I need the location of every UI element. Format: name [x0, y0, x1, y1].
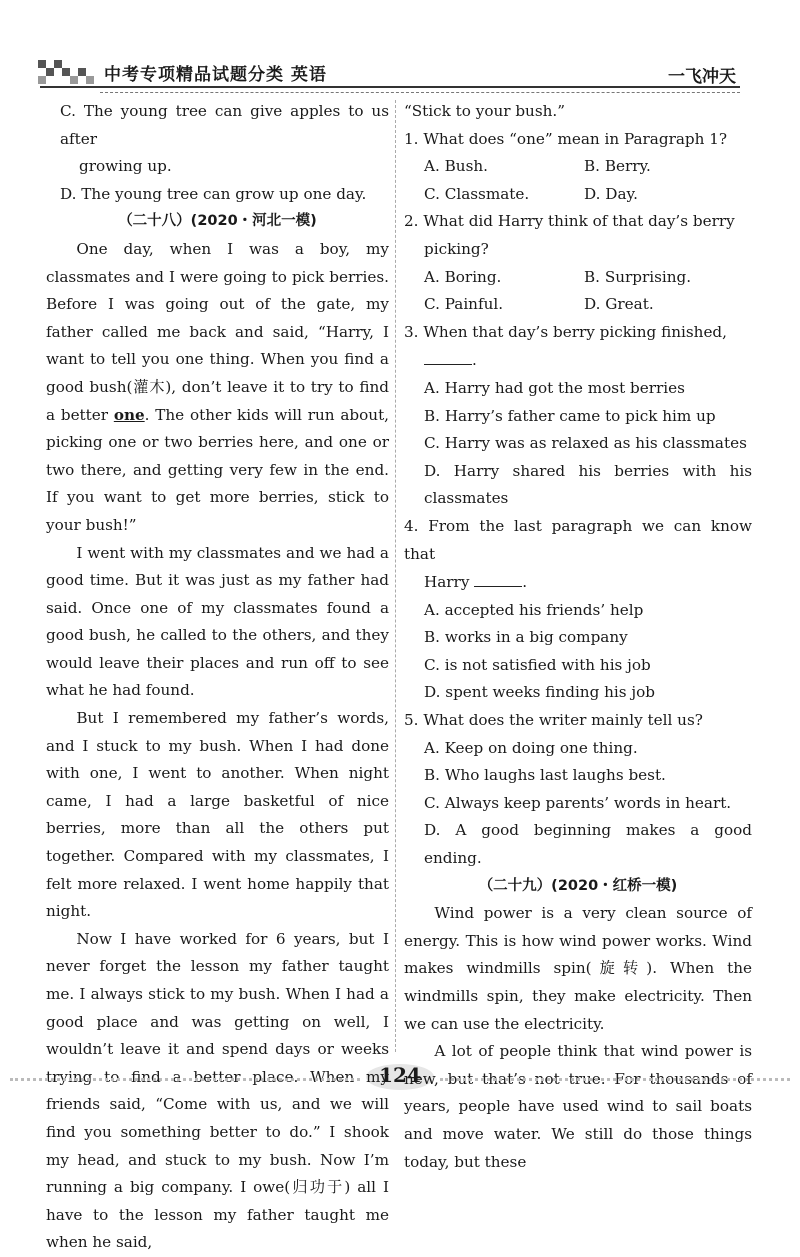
right-column: [404, 98, 752, 1176]
option-c-line1: C. The young tree can give apples to us after: [60, 102, 389, 148]
question-2-line2: picking?: [424, 239, 489, 258]
page-number: 124: [374, 1058, 426, 1092]
answer-blank: [474, 568, 522, 587]
wind-paragraph-2: A lot of people think that wind power is new, but that’s not true. For thousands of years, people have used wind to sail boats and move water. We still do those things today, but these: [404, 1042, 752, 1171]
passage-paragraph-2: I went with my classmates and we had a good time. But it was just as my father had said. Once one of my classmates found a good bush, he called to the others, and they would leave their places and run off to see what he had found.: [46, 543, 389, 700]
question-4-line1: 4. From the last paragraph we can know that: [404, 516, 752, 563]
wind-paragraph-1: Wind power is a very clean source of energy. This is how wind power works. Wind makes windmills spin(旋转). When the windmills spin, they make electricity. Then we can use the electricity.: [404, 904, 752, 1033]
q1-option-c: C. Classmate.: [424, 184, 530, 203]
q2-options-row2: [404, 291, 752, 319]
question-2-line1: 2. What did Harry think of that day’s berry: [404, 212, 735, 231]
q4-option-c: C. is not satisfied with his job: [424, 655, 651, 674]
q2-option-d: D. Great.: [584, 295, 654, 314]
question-1: 1. What does “one” mean in Paragraph 1?: [404, 129, 728, 148]
passage-paragraph-3: But I remembered my father’s words, and I stuck to my bush. When I had done with one, I went to another. When night came, I had a large basketful of nice berries, more than all the others put together. Compared with my classmates, I felt more relaxed. I went home happily that night.: [46, 709, 389, 921]
footer-dots-right: [440, 1078, 790, 1087]
option-d: D. The young tree can grow up one day.: [60, 184, 367, 203]
paragraph-1-part-a: One day, when I was a boy, my classmates and I were going to pick berries. Before I was going out of the gate, my father called me back and said, “Harry, I want to tell you one thing. When you find a good bush(灌木), don’t leave it to try to find a better: [46, 239, 389, 424]
q1-option-a: A. Bush.: [424, 157, 488, 176]
q3-option-d: D. Harry shared his berries with his classmates: [424, 461, 752, 508]
quote-ending: “Stick to your bush.”: [404, 102, 566, 120]
q3-option-a: A. Harry had got the most berries: [424, 378, 685, 397]
column-divider: [395, 100, 396, 1052]
brand-name: 一飞冲天: [668, 67, 736, 87]
q5-option-a: A. Keep on doing one thing.: [424, 738, 638, 757]
q4-option-a: A. accepted his friends’ help: [424, 600, 644, 619]
question-3: 3. When that day’s berry picking finished,: [404, 322, 727, 341]
q2-option-c: C. Painful.: [424, 295, 504, 314]
page-header: [0, 0, 800, 100]
q2-option-a: A. Boring.: [424, 267, 502, 286]
underlined-word-one: one: [113, 405, 145, 424]
q5-option-d: D. A good beginning makes a good ending.: [424, 821, 752, 868]
header-rule: [40, 86, 740, 88]
question-5: 5. What does the writer mainly tell us?: [404, 711, 703, 730]
footer-dots-left: [10, 1078, 360, 1087]
q3-option-b: B. Harry’s father came to pick him up: [424, 406, 716, 425]
header-dashed-rule: [100, 92, 740, 93]
q1-option-b: B. Berry.: [584, 157, 651, 176]
page-footer: [0, 1040, 800, 1153]
section-29-heading: （二十九）(2020・红桥一模): [478, 877, 678, 894]
q5-option-b: B. Who laughs last laughs best.: [424, 766, 666, 785]
q5-option-c: C. Always keep parents’ words in heart.: [424, 793, 732, 812]
q4-option-b: B. works in a big company: [424, 628, 628, 647]
q3-option-c: C. Harry was as relaxed as his classmates: [424, 434, 747, 453]
book-title: 中考专项精品试题分类 英语: [104, 65, 327, 85]
question-4-subject: Harry: [424, 573, 470, 592]
q4-option-d: D. spent weeks finding his job: [424, 683, 655, 702]
q2-options-row1: [404, 264, 752, 292]
question-4-line2: Harry .: [404, 568, 752, 597]
option-c-line2: growing up.: [79, 157, 172, 176]
paragraph-1-part-b: . The other kids will run about, picking one or two berries here, and one or two there, and getting very few in the end. If you want to get more berries, stick to your bush!”: [46, 405, 390, 534]
answer-blank: [424, 346, 472, 365]
q2-option-b: B. Surprising.: [584, 267, 692, 286]
question-3-blank-line: .: [404, 346, 752, 375]
q1-options-row2: [404, 181, 752, 209]
passage-paragraph-1: [46, 236, 389, 540]
q1-options-row1: [404, 153, 752, 181]
section-28-heading: （二十八）(2020・河北一模): [118, 213, 317, 230]
passage-paragraph-4: Now I have worked for 6 years, but I never forget the lesson my father taught me. I always stick to my bush. When I had a good place and was getting on well, I wouldn’t leave it and spend days or weeks trying to find a better place. When my friends said, “Come with us, and we will find you something better to do.” I shook my head, and stuck to my bush. Now I’m running a big company. I owe(归功于) all I have to the lesson my father taught me when he said,: [46, 929, 389, 1252]
q1-option-d: D. Day.: [584, 184, 638, 203]
